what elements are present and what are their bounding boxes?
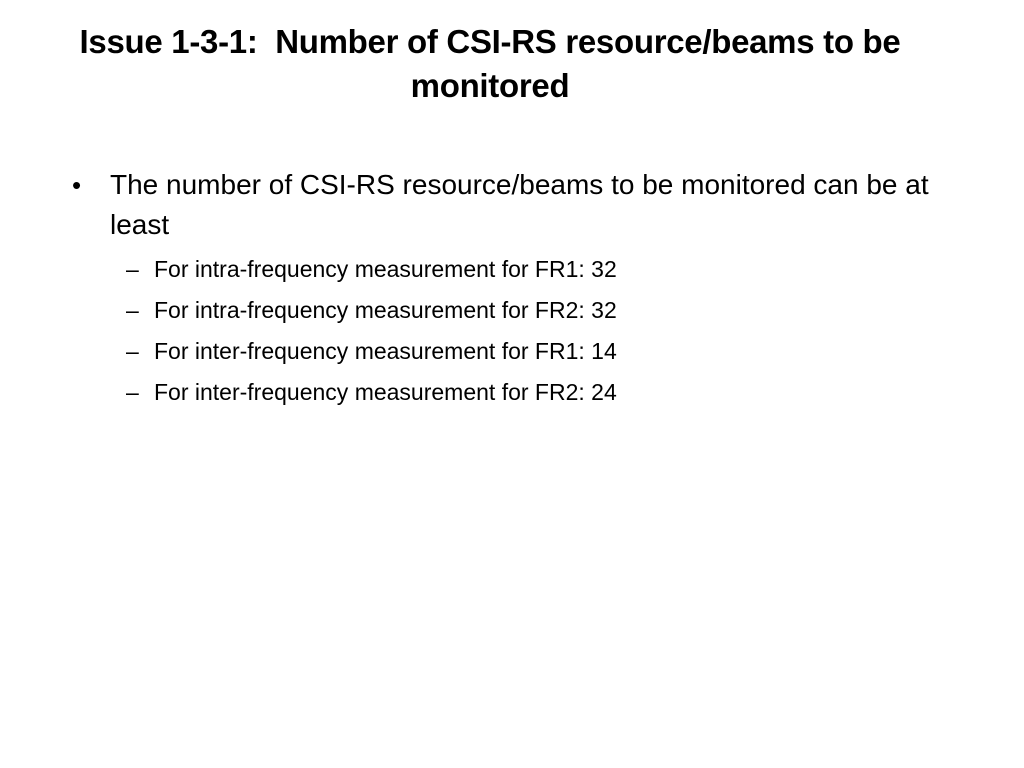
dash-marker: – [126,297,139,323]
sub-bullet-text: For inter-frequency measurement for FR1: 14 [154,338,617,364]
sub-bullet-item [60,249,960,290]
sub-bullet-text: For inter-frequency measurement for FR2: 24 [154,379,617,405]
bullet-text: The number of CSI-RS resource/beams to be monitored can be at least [110,169,929,240]
sub-bullet-item [60,372,960,413]
sub-bullet-text: For intra-frequency measurement for FR1: 32 [154,256,617,282]
dash-marker: – [126,256,139,282]
dash-marker: – [126,338,139,364]
sub-bullet-item [60,331,960,372]
sub-bullet-item [60,290,960,331]
sub-bullet-list [60,249,960,413]
sub-bullet-text: For intra-frequency measurement for FR2: 32 [154,297,617,323]
slide-body [60,165,960,429]
bullet-item [60,165,960,245]
bullet-marker: • [72,170,82,200]
slide-title: Issue 1-3-1: Number of CSI-RS resource/beams to be monitored [79,23,910,104]
dash-marker: – [126,379,139,405]
